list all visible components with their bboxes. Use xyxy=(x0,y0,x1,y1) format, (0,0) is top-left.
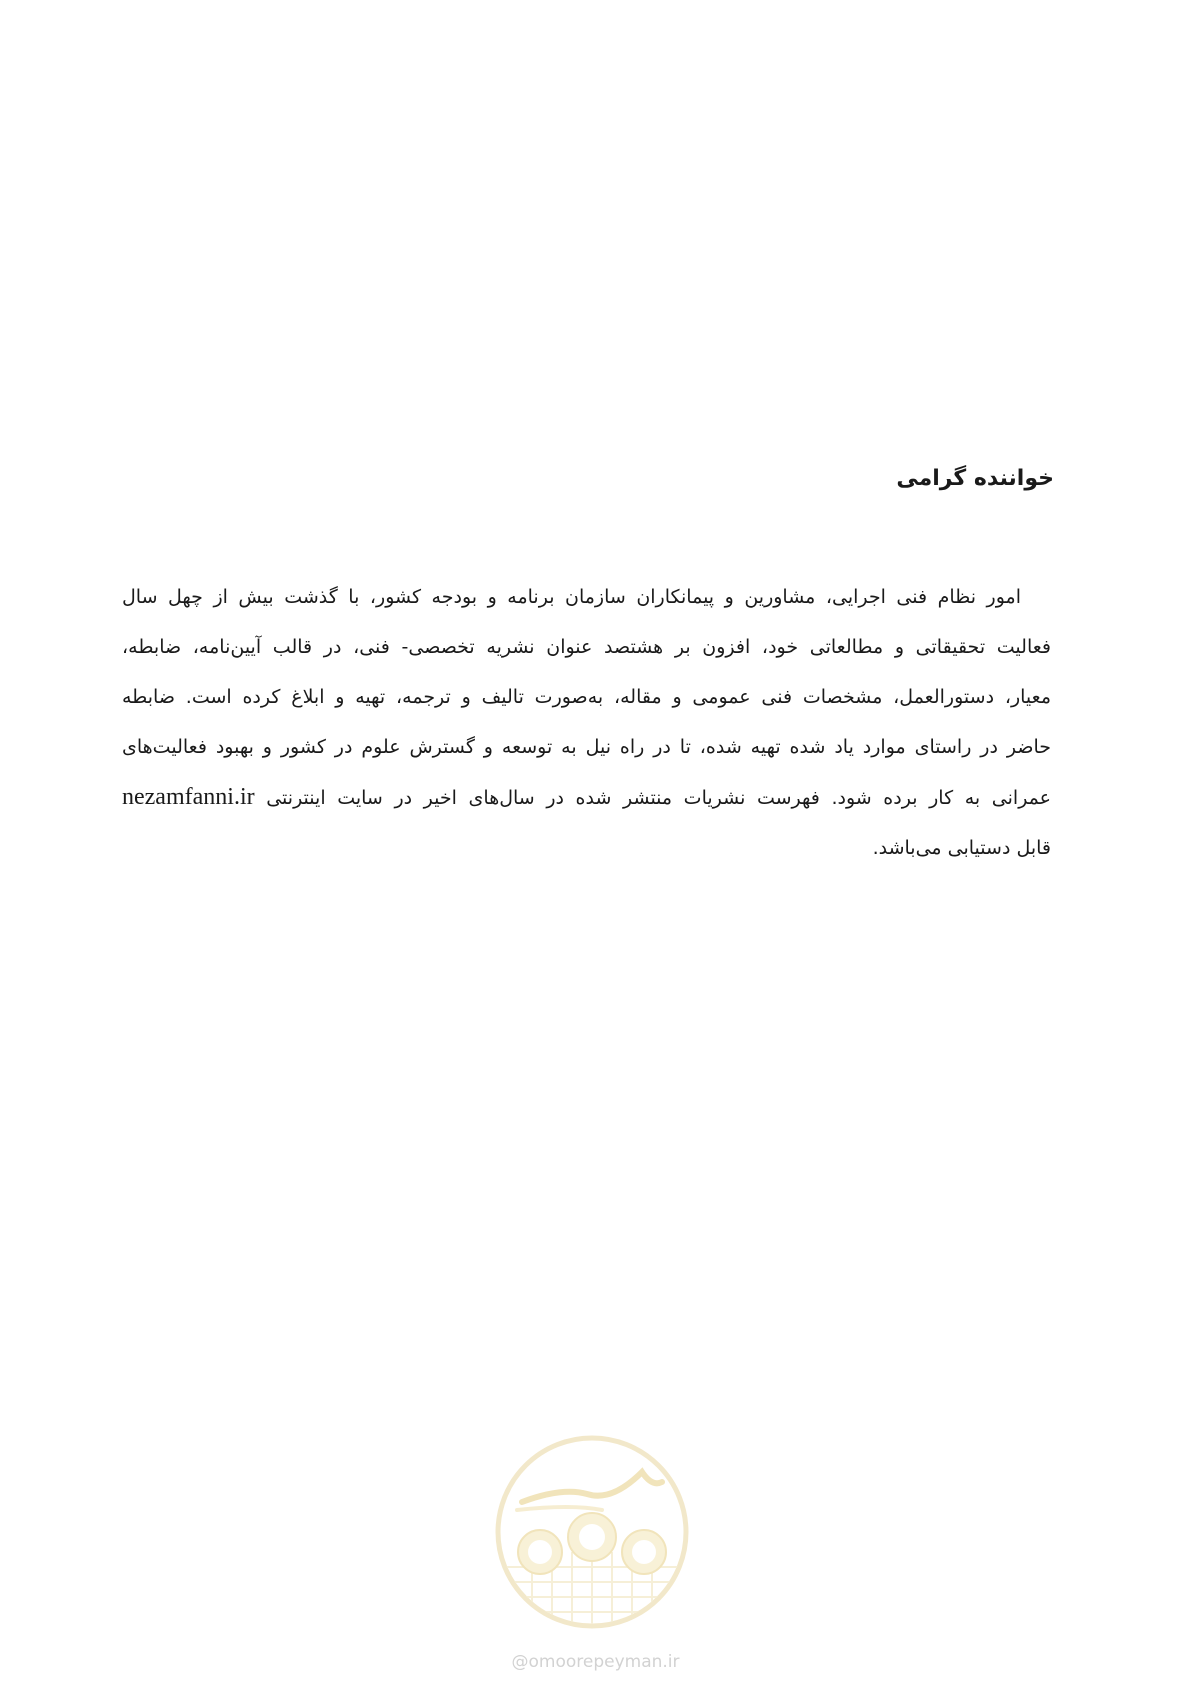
paragraph-line: فعالیت تحقیقاتی و مطالعاتی خود، افزون بر هشتصد عنوان نشریه تخصصی- فنی، در قالب آیین‌نامه، ضابطه، xyxy=(122,636,1051,658)
paragraph-line: معیار، دستورالعمل، مشخصات فنی عمومی و مقاله، به‌صورت تالیف و ترجمه، تهیه و ابلاغ کرده است. ضابطه xyxy=(122,686,1051,708)
paragraph-line: قابل دستیابی می‌باشد. xyxy=(872,837,1051,859)
page-title: خواننده گرامی xyxy=(896,466,1054,491)
watermark-logo-icon xyxy=(492,1432,692,1632)
paragraph-line-text: عمرانی به کار برده شود. فهرست نشریات منتشر شده در سال‌های اخیر در سایت اینترنتی xyxy=(266,787,1051,809)
intro-paragraph xyxy=(122,572,1051,873)
paragraph-line: حاضر در راستای موارد یاد شده تهیه شده، تا در راه نیل به توسعه و گسترش علوم در کشور و بهبود فعالیت‌های xyxy=(122,736,1051,758)
website-link[interactable]: nezamfanni.ir xyxy=(122,784,255,810)
paragraph-line: امور نظام فنی اجرایی، مشاورین و پیمانکاران سازمان برنامه و بودجه کشور، با گذشت بیش از چهل سال xyxy=(122,586,1021,608)
watermark-caption: @omoorepeyman.ir xyxy=(511,1652,680,1672)
paragraph-line-with-link xyxy=(122,772,1051,823)
